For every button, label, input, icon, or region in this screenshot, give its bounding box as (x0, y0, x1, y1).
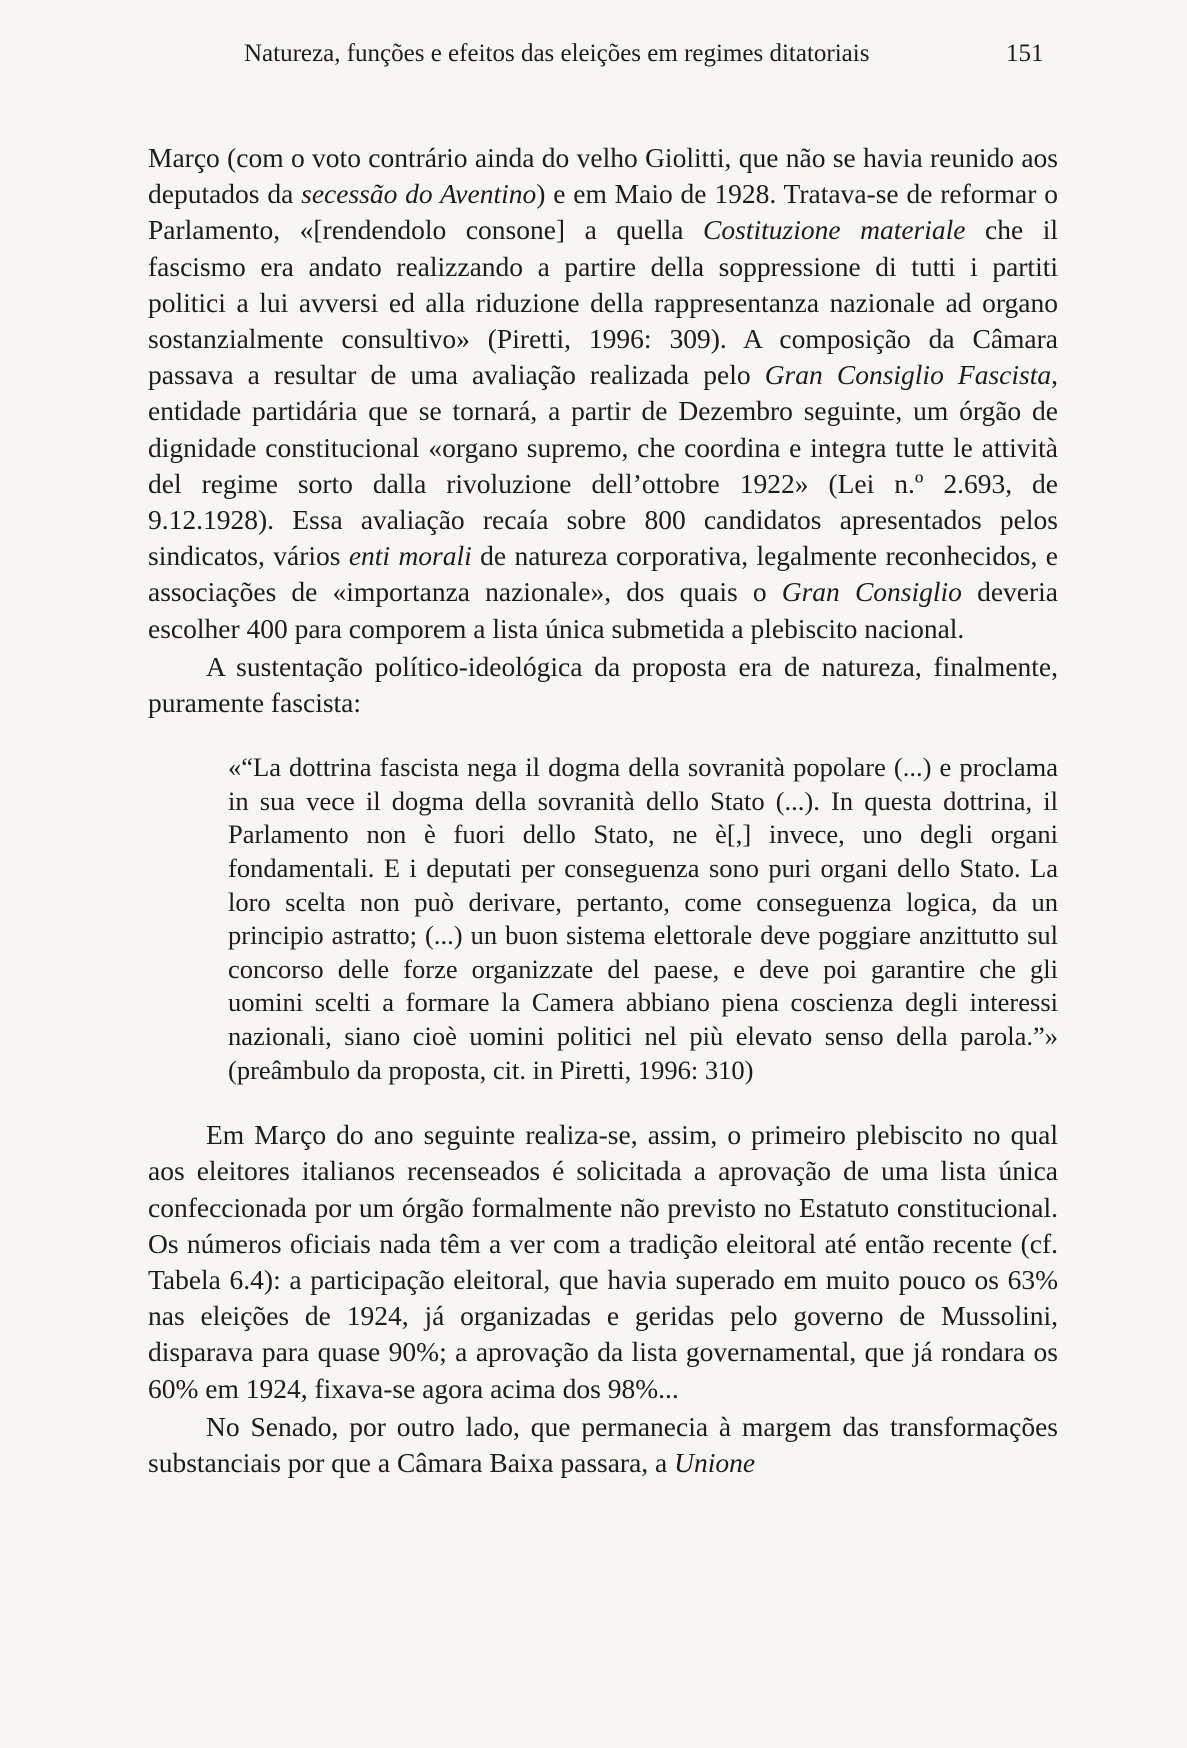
text-run: deveria escolher 400 para comporem a lista única submetida a plebiscito nacional. (148, 576, 1059, 644)
italic-run: Unione (674, 1447, 756, 1479)
text-run: Março (com o voto contrário ainda do velho Giolitti, que não se havia reunido aos deputados da (148, 142, 1058, 210)
italic-run: enti morali (348, 540, 472, 572)
text-run: , entidade partidária que se tornará, a partir de Dezembro seguinte, um órgão de dignidade constitucional «organo supremo, che coordina e integra tutte le attività del regime sorto dalla rivoluzione dell’ottobre 1922» (Lei n.º 2.693, de 9.12.1928). Essa avaliação recaía sobre 800 candidatos apresentados pelos sindicatos, vários (148, 359, 1058, 572)
paragraph-2: A sustentação político-ideológica da proposta era de natureza, finalmente, puramente fascista: (148, 650, 1058, 719)
text-run: ) e em Maio de 1928. Tratava-se de reformar o Parlamento, «[rendendolo consone] a quella (148, 178, 1058, 246)
italic-run: Gran Consiglio (781, 576, 962, 608)
block-quote: «“La dottrina fascista nega il dogma della sovranità popolare (...) e proclama in sua vece il dogma della sovranità dello Stato (...). In questa dottrina, il Parlamento non è fuori dello Stato, ne è[,] invece, uno degli organi fondamentali. E i deputati per conseguenza sono puri organi dello Stato. La loro scelta non può derivare, pertanto, come conseguenza logica, da un principio astratto; (...) un buon sistema elettorale deve poggiare anzittutto sul concorso delle forze organizzate del paese, e deve poi garantire che gli uomini scelti a formare la Camera abbiano piena coscienza degli interessi nazionali, siano cioè uomini politici nel più elevato senso della parola.”» (preâmbulo da proposta, cit. in Piretti, 1996: 310) (228, 752, 1058, 1085)
running-title: Natureza, funções e efeitos das eleições em regimes ditatoriais (244, 40, 870, 67)
text-run: No Senado, por outro lado, que permanecia à margem das transformações substanciais por que a Câmara Baixa passara, a (148, 1410, 1058, 1479)
body-text (148, 140, 1058, 1481)
page-header (0, 40, 1187, 80)
paragraph-4 (148, 1409, 1058, 1481)
paragraph-1 (148, 140, 1058, 647)
text-run: che il fascismo era andato realizzando a partire della soppressione di tutti i partiti politici a lui avversi ed alla riduzione della rappresentanza nazionale ad organo sostanzialmente consultivo» (Piretti, 1996: 309). A composição da Câmara passava a resultar de uma avaliação realizada pelo (148, 214, 1058, 391)
page-number: 151 (1006, 40, 1044, 67)
italic-run: secessão do Aventino (301, 178, 537, 210)
italic-run: Costituzione materiale (703, 214, 966, 246)
italic-run: Gran Consiglio Fascista (764, 359, 1052, 391)
text-run: de natureza corporativa, legalmente reconhecidos, e associações de «importanza nazionale», dos quais o (148, 540, 1058, 608)
paragraph-3: Em Março do ano seguinte realiza-se, assim, o primeiro plebiscito no qual aos eleitores italianos recenseados é solicitada a aprovação de uma lista única confeccionada por um órgão formalmente não previsto no Estatuto constitucional. Os números oficiais nada têm a ver com a tradição eleitoral até então recente (cf. Tabela 6.4): a participação eleitoral, que havia superado em muito pouco os 63% nas eleições de 1924, já organizadas e geridas pelo governo de Mussolini, disparava para quase 90%; a aprovação da lista governamental, que já rondara os 60% em 1924, fixava-se agora acima dos 98%... (148, 1119, 1058, 1404)
